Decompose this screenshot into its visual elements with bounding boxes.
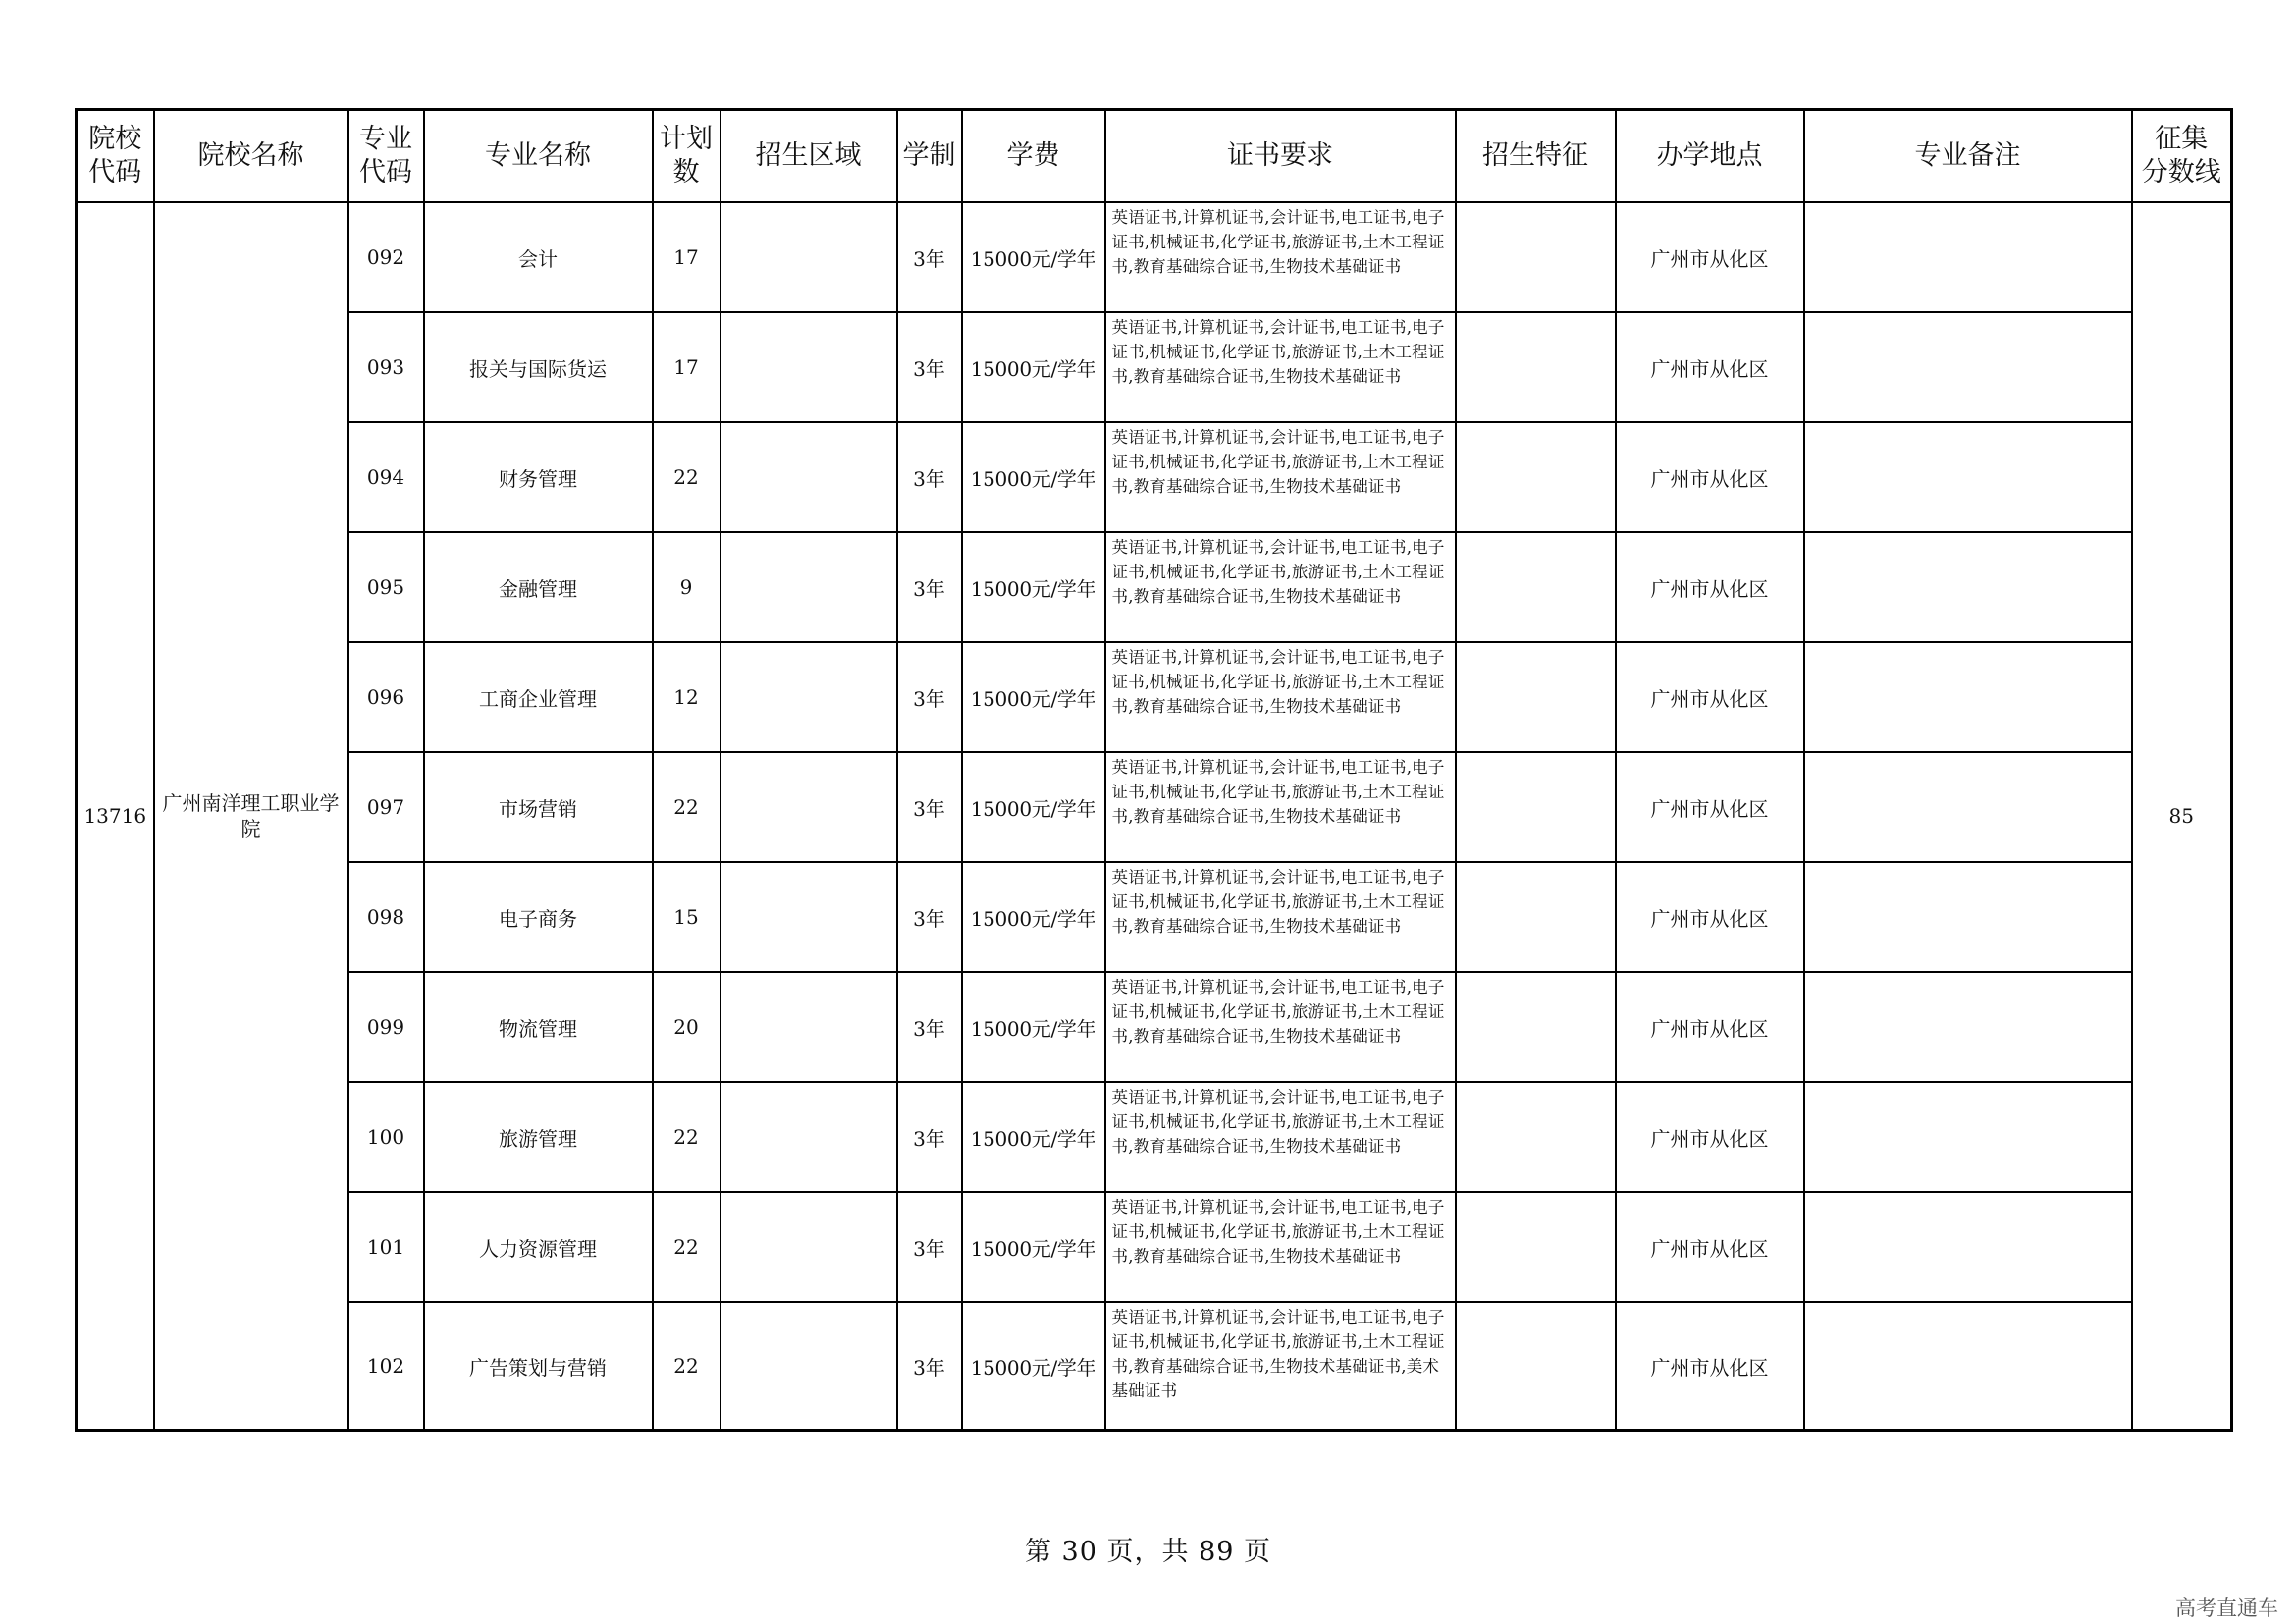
header-cutoff-score: 征集 分数线 <box>2132 110 2232 203</box>
region-cell <box>721 202 897 312</box>
cutoff-score-cell: 85 <box>2132 202 2232 1431</box>
feature-cell <box>1456 752 1616 862</box>
major-note-cell <box>1804 312 2132 422</box>
table-row <box>77 312 2232 422</box>
table-row <box>77 1192 2232 1302</box>
feature-cell <box>1456 1192 1616 1302</box>
table-row <box>77 202 2232 312</box>
header-feature: 招生特征 <box>1456 110 1616 203</box>
duration-cell: 3年 <box>897 642 962 752</box>
region-cell <box>721 752 897 862</box>
major-code-cell: 102 <box>348 1302 424 1431</box>
feature-cell <box>1456 312 1616 422</box>
tuition-cell: 15000元/学年 <box>962 422 1105 532</box>
duration-cell: 3年 <box>897 1302 962 1431</box>
tuition-cell: 15000元/学年 <box>962 752 1105 862</box>
feature-cell <box>1456 642 1616 752</box>
tuition-cell: 15000元/学年 <box>962 862 1105 972</box>
location-cell: 广州市从化区 <box>1616 312 1804 422</box>
page-footer: 第 30 页，共 89 页 <box>1024 1537 1272 1567</box>
major-code-cell: 099 <box>348 972 424 1082</box>
region-cell <box>721 1082 897 1192</box>
tuition-cell: 15000元/学年 <box>962 642 1105 752</box>
header-major-note: 专业备注 <box>1804 110 2132 203</box>
table-row <box>77 1082 2232 1192</box>
location-cell: 广州市从化区 <box>1616 972 1804 1082</box>
tuition-cell: 15000元/学年 <box>962 1082 1105 1192</box>
feature-cell <box>1456 1302 1616 1431</box>
major-name-cell: 广告策划与营销 <box>424 1302 653 1431</box>
duration-cell: 3年 <box>897 532 962 642</box>
major-name-cell: 报关与国际货运 <box>424 312 653 422</box>
certificate-cell: 英语证书,计算机证书,会计证书,电工证书,电子证书,机械证书,化学证书,旅游证书,土木工程证书,教育基础综合证书,生物技术基础证书 <box>1105 642 1456 752</box>
region-cell <box>721 532 897 642</box>
table-row <box>77 972 2232 1082</box>
major-note-cell <box>1804 1082 2132 1192</box>
certificate-cell: 英语证书,计算机证书,会计证书,电工证书,电子证书,机械证书,化学证书,旅游证书,土木工程证书,教育基础综合证书,生物技术基础证书 <box>1105 422 1456 532</box>
plan-count-cell: 22 <box>653 422 721 532</box>
major-note-cell <box>1804 862 2132 972</box>
region-cell <box>721 422 897 532</box>
certificate-cell: 英语证书,计算机证书,会计证书,电工证书,电子证书,机械证书,化学证书,旅游证书,土木工程证书,教育基础综合证书,生物技术基础证书 <box>1105 1082 1456 1192</box>
watermark: 高考直通车 <box>2175 1597 2278 1620</box>
feature-cell <box>1456 1082 1616 1192</box>
plan-count-cell: 22 <box>653 1192 721 1302</box>
major-code-cell: 097 <box>348 752 424 862</box>
major-code-cell: 095 <box>348 532 424 642</box>
major-code-cell: 092 <box>348 202 424 312</box>
location-cell: 广州市从化区 <box>1616 752 1804 862</box>
major-note-cell <box>1804 422 2132 532</box>
major-name-cell: 物流管理 <box>424 972 653 1082</box>
feature-cell <box>1456 532 1616 642</box>
enrollment-table <box>75 108 2233 1432</box>
plan-count-cell: 17 <box>653 202 721 312</box>
major-note-cell <box>1804 202 2132 312</box>
table-row <box>77 862 2232 972</box>
location-cell: 广州市从化区 <box>1616 422 1804 532</box>
plan-count-cell: 15 <box>653 862 721 972</box>
major-code-cell: 094 <box>348 422 424 532</box>
major-name-cell: 工商企业管理 <box>424 642 653 752</box>
plan-count-cell: 20 <box>653 972 721 1082</box>
major-note-cell <box>1804 642 2132 752</box>
table-row <box>77 1302 2232 1431</box>
duration-cell: 3年 <box>897 202 962 312</box>
major-name-cell: 金融管理 <box>424 532 653 642</box>
tuition-cell: 15000元/学年 <box>962 202 1105 312</box>
major-note-cell <box>1804 532 2132 642</box>
header-location: 办学地点 <box>1616 110 1804 203</box>
certificate-cell: 英语证书,计算机证书,会计证书,电工证书,电子证书,机械证书,化学证书,旅游证书,土木工程证书,教育基础综合证书,生物技术基础证书 <box>1105 862 1456 972</box>
region-cell <box>721 972 897 1082</box>
feature-cell <box>1456 202 1616 312</box>
duration-cell: 3年 <box>897 422 962 532</box>
table-row <box>77 532 2232 642</box>
location-cell: 广州市从化区 <box>1616 642 1804 752</box>
duration-cell: 3年 <box>897 1192 962 1302</box>
plan-count-cell: 22 <box>653 752 721 862</box>
table-header-row <box>77 110 2232 203</box>
duration-cell: 3年 <box>897 1082 962 1192</box>
header-region: 招生区域 <box>721 110 897 203</box>
tuition-cell: 15000元/学年 <box>962 972 1105 1082</box>
certificate-cell: 英语证书,计算机证书,会计证书,电工证书,电子证书,机械证书,化学证书,旅游证书,土木工程证书,教育基础综合证书,生物技术基础证书 <box>1105 532 1456 642</box>
tuition-cell: 15000元/学年 <box>962 1302 1105 1431</box>
major-note-cell <box>1804 1302 2132 1431</box>
region-cell <box>721 1192 897 1302</box>
table-row <box>77 752 2232 862</box>
major-code-cell: 100 <box>348 1082 424 1192</box>
school-name-cell: 广州南洋理工职业学院 <box>154 202 348 1431</box>
feature-cell <box>1456 862 1616 972</box>
table-row <box>77 422 2232 532</box>
major-code-cell: 098 <box>348 862 424 972</box>
location-cell: 广州市从化区 <box>1616 862 1804 972</box>
header-major-code: 专业 代码 <box>348 110 424 203</box>
feature-cell <box>1456 422 1616 532</box>
major-note-cell <box>1804 752 2132 862</box>
location-cell: 广州市从化区 <box>1616 1192 1804 1302</box>
certificate-cell: 英语证书,计算机证书,会计证书,电工证书,电子证书,机械证书,化学证书,旅游证书,土木工程证书,教育基础综合证书,生物技术基础证书 <box>1105 312 1456 422</box>
header-plan-count: 计划 数 <box>653 110 721 203</box>
major-note-cell <box>1804 972 2132 1082</box>
tuition-cell: 15000元/学年 <box>962 312 1105 422</box>
duration-cell: 3年 <box>897 972 962 1082</box>
tuition-cell: 15000元/学年 <box>962 1192 1105 1302</box>
region-cell <box>721 1302 897 1431</box>
header-duration: 学制 <box>897 110 962 203</box>
location-cell: 广州市从化区 <box>1616 202 1804 312</box>
major-name-cell: 人力资源管理 <box>424 1192 653 1302</box>
tuition-cell: 15000元/学年 <box>962 532 1105 642</box>
header-major-name: 专业名称 <box>424 110 653 203</box>
major-code-cell: 096 <box>348 642 424 752</box>
plan-count-cell: 9 <box>653 532 721 642</box>
feature-cell <box>1456 972 1616 1082</box>
table-row <box>77 642 2232 752</box>
certificate-cell: 英语证书,计算机证书,会计证书,电工证书,电子证书,机械证书,化学证书,旅游证书,土木工程证书,教育基础综合证书,生物技术基础证书 <box>1105 1192 1456 1302</box>
major-name-cell: 电子商务 <box>424 862 653 972</box>
region-cell <box>721 312 897 422</box>
header-tuition: 学费 <box>962 110 1105 203</box>
region-cell <box>721 862 897 972</box>
certificate-cell: 英语证书,计算机证书,会计证书,电工证书,电子证书,机械证书,化学证书,旅游证书,土木工程证书,教育基础综合证书,生物技术基础证书,美术基础证书 <box>1105 1302 1456 1431</box>
certificate-cell: 英语证书,计算机证书,会计证书,电工证书,电子证书,机械证书,化学证书,旅游证书,土木工程证书,教育基础综合证书,生物技术基础证书 <box>1105 972 1456 1082</box>
major-name-cell: 市场营销 <box>424 752 653 862</box>
plan-count-cell: 17 <box>653 312 721 422</box>
header-school-name: 院校名称 <box>154 110 348 203</box>
major-name-cell: 财务管理 <box>424 422 653 532</box>
plan-count-cell: 22 <box>653 1082 721 1192</box>
header-school-code: 院校 代码 <box>77 110 154 203</box>
duration-cell: 3年 <box>897 862 962 972</box>
school-code-cell: 13716 <box>77 202 154 1431</box>
location-cell: 广州市从化区 <box>1616 532 1804 642</box>
duration-cell: 3年 <box>897 752 962 862</box>
plan-count-cell: 22 <box>653 1302 721 1431</box>
location-cell: 广州市从化区 <box>1616 1302 1804 1431</box>
header-certificate: 证书要求 <box>1105 110 1456 203</box>
table-body <box>77 202 2232 1431</box>
major-code-cell: 093 <box>348 312 424 422</box>
major-code-cell: 101 <box>348 1192 424 1302</box>
certificate-cell: 英语证书,计算机证书,会计证书,电工证书,电子证书,机械证书,化学证书,旅游证书,土木工程证书,教育基础综合证书,生物技术基础证书 <box>1105 202 1456 312</box>
major-name-cell: 会计 <box>424 202 653 312</box>
major-name-cell: 旅游管理 <box>424 1082 653 1192</box>
plan-count-cell: 12 <box>653 642 721 752</box>
major-note-cell <box>1804 1192 2132 1302</box>
location-cell: 广州市从化区 <box>1616 1082 1804 1192</box>
region-cell <box>721 642 897 752</box>
duration-cell: 3年 <box>897 312 962 422</box>
certificate-cell: 英语证书,计算机证书,会计证书,电工证书,电子证书,机械证书,化学证书,旅游证书,土木工程证书,教育基础综合证书,生物技术基础证书 <box>1105 752 1456 862</box>
